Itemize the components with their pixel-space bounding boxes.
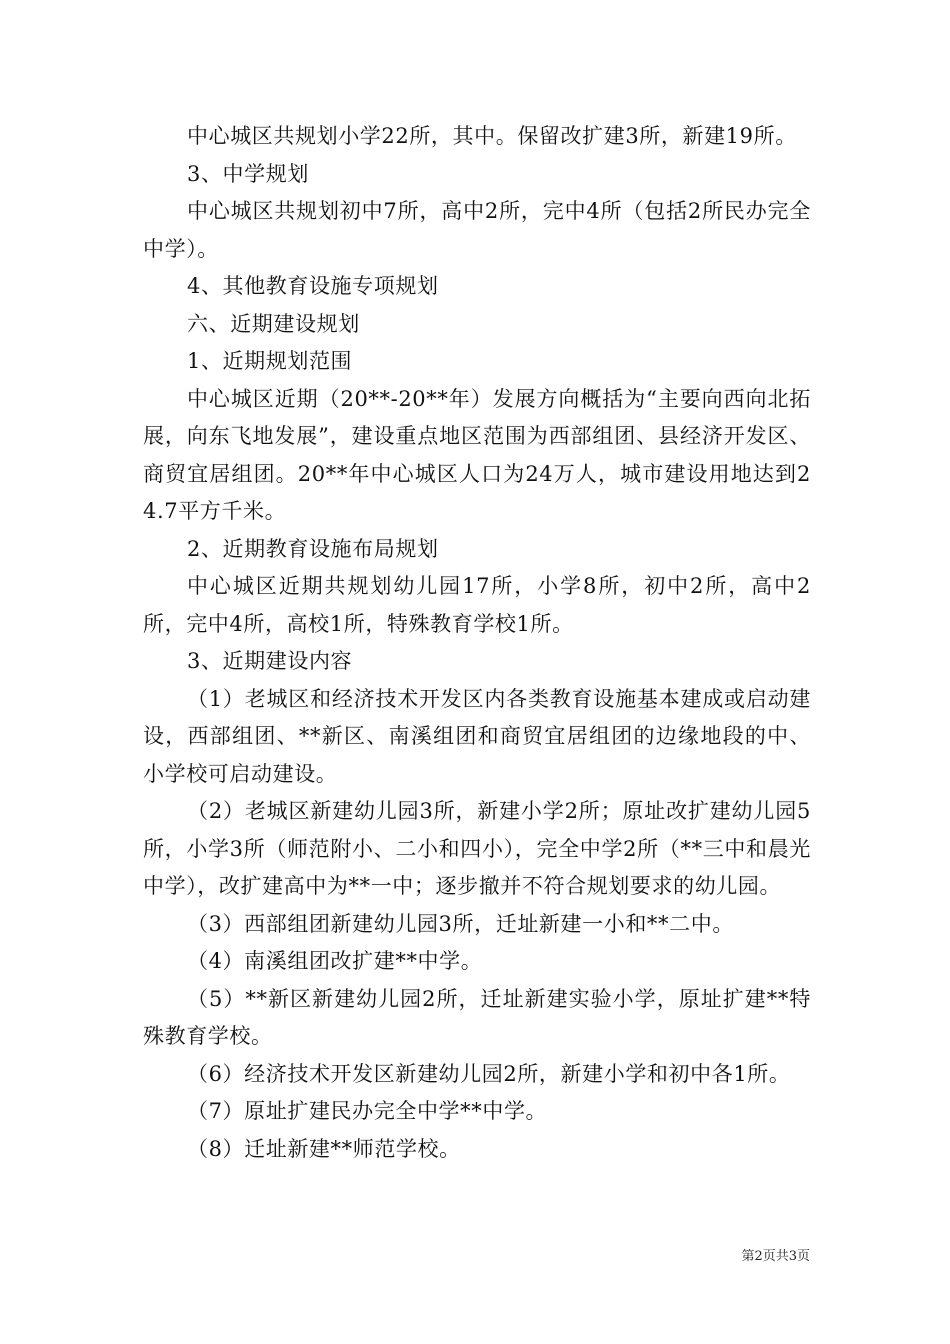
list-item: （7）原址扩建民办完全中学**中学。	[187, 1099, 548, 1123]
list-item: （8）迁址新建**师范学校。	[187, 1136, 461, 1161]
paragraph: 中心城区共规划小学22所，其中。保留改扩建3所，新建19所。	[187, 124, 797, 148]
list-item: （2）老城区新建幼儿园3所，新建小学2所；原址改扩建幼儿园5所，小学3所（师范附小、二小和四小），完全中学2所（**三中和晨光中学），改扩建高中为**一中；逐步撤并不符合规划要求的幼儿园。	[143, 799, 811, 898]
section-heading: 3、近期建设内容	[187, 649, 353, 673]
page-number: 第2页共3页	[741, 1249, 810, 1264]
list-item: （1）老城区和经济技术开发区内各类教育设施基本建成或启动建设，西部组团、**新区、南溪组团和商贸宜居组团的边缘地段的中、小学校可启动建设。	[143, 686, 811, 786]
document-body	[143, 118, 811, 1168]
list-item: （4）南溪组团改扩建**中学。	[187, 949, 483, 973]
list-item: （3）西部组团新建幼儿园3所，迁址新建一小和**二中。	[187, 911, 734, 936]
section-heading: 3、中学规划	[187, 161, 309, 186]
list-item: （5）**新区新建幼儿园2所，迁址新建实验小学，原址扩建**特殊教育学校。	[143, 986, 811, 1048]
paragraph: 中心城区近期（20**-20**年）发展方向概括为“主要向西向北拓展，向东飞地发展”，建设重点地区范围为西部组团、县经济开发区、商贸宜居组团。20**年中心城区人口为24万人，城市建设用地达到24.7平方千米。	[143, 386, 811, 523]
chapter-heading: 六、近期建设规划	[187, 311, 360, 336]
paragraph: 中心城区近期共规划幼儿园17所，小学8所，初中2所，高中2所，完中4所，高校1所，特殊教育学校1所。	[143, 574, 811, 636]
section-heading: 4、其他教育设施专项规划	[187, 274, 439, 298]
section-heading: 2、近期教育设施布局规划	[187, 536, 439, 561]
section-heading: 1、近期规划范围	[187, 349, 353, 373]
list-item: （6）经济技术开发区新建幼儿园2所，新建小学和初中各1所。	[187, 1061, 791, 1086]
paragraph: 中心城区共规划初中7所，高中2所，完中4所（包括2所民办完全中学）。	[143, 199, 811, 261]
